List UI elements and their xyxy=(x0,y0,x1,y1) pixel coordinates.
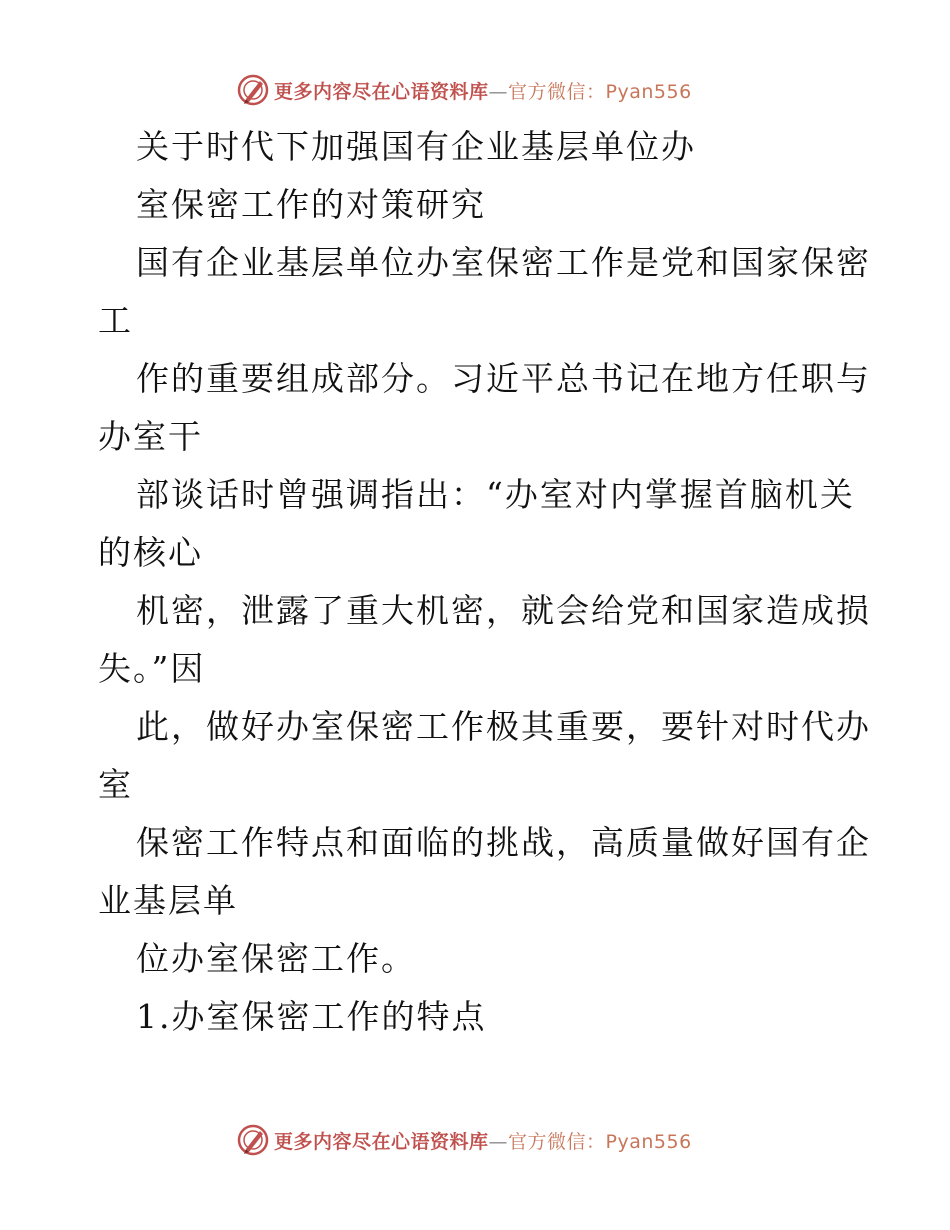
text-line: 办室干 xyxy=(98,417,203,456)
text-line: 的核心 xyxy=(98,533,203,572)
text-line: 保密工作特点和面临的挑战，高质量做好国有企 xyxy=(136,823,871,862)
text-line: 关于时代下加强国有企业基层单位办 xyxy=(136,127,696,166)
text-line: 1.办室保密工作的特点 xyxy=(136,997,487,1036)
banner-main-text: 更多内容尽在心语资料库 xyxy=(274,1130,489,1153)
text-line: 部谈话时曾强调指出：“办室对内掌握首脑机关 xyxy=(136,475,855,514)
pen-logo-icon xyxy=(236,1123,270,1157)
pen-logo-icon xyxy=(236,73,270,107)
document-body xyxy=(98,118,871,1046)
text-line: 国有企业基层单位办室保密工作是党和国家保密 xyxy=(136,243,871,282)
footer-banner-text xyxy=(274,1127,692,1154)
banner-wechat-text: 官方微信：Pyan556 xyxy=(508,80,692,103)
text-line: 作的重要组成部分。习近平总书记在地方任职与 xyxy=(136,359,871,398)
footer-banner xyxy=(236,1122,756,1158)
text-line: 失。”因 xyxy=(98,649,206,688)
banner-separator: — xyxy=(488,1130,509,1153)
header-banner-text xyxy=(274,77,692,104)
text-line: 机密，泄露了重大机密，就会给党和国家造成损 xyxy=(136,591,871,630)
text-line: 业基层单 xyxy=(98,881,238,920)
banner-wechat-text: 官方微信：Pyan556 xyxy=(508,1130,692,1153)
text-line: 室 xyxy=(98,765,133,804)
header-banner xyxy=(236,72,756,108)
text-line: 位办室保密工作。 xyxy=(136,939,416,978)
text-line: 工 xyxy=(98,301,133,340)
text-line: 室保密工作的对策研究 xyxy=(136,185,486,224)
text-line: 此，做好办室保密工作极其重要，要针对时代办 xyxy=(136,707,871,746)
banner-main-text: 更多内容尽在心语资料库 xyxy=(274,80,489,103)
banner-separator: — xyxy=(488,80,509,103)
